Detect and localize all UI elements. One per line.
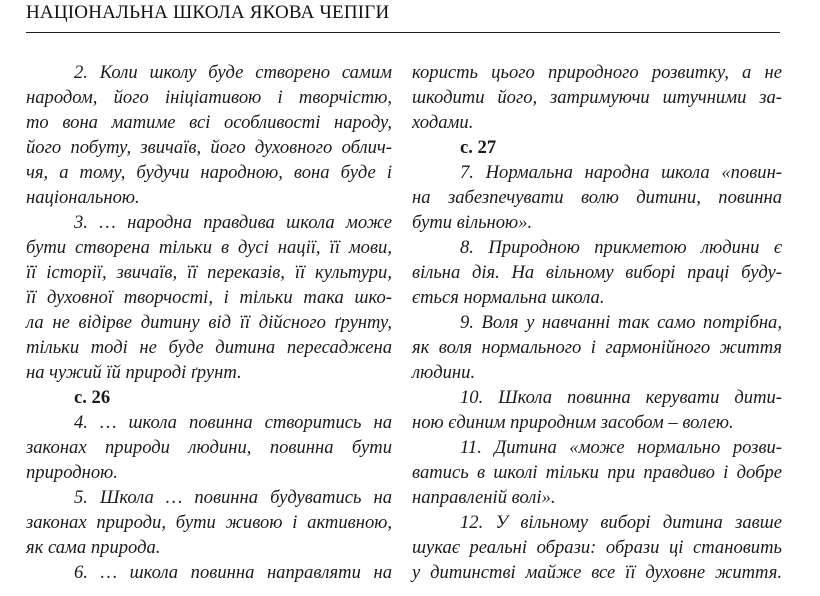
text-line: 3. … народна правдива школа може [74,212,392,233]
text-line: ла не відірве дитину від її дійсного ґрунту, [26,312,392,333]
text-line: національною. [26,187,140,208]
text-line: 5. Школа … повинна будуватись на [74,487,392,508]
paragraph-7 [412,160,782,235]
text-line: народом, його ініціативою і творчістю, [26,87,392,108]
paragraph-5 [26,485,392,560]
text-line: ною єдиним природним засобом – волею. [412,412,734,433]
text-line: ходами. [412,112,474,133]
text-line: бути створена тільки в дусі нації, її мови, [26,237,392,258]
text-line: 9. Воля у навчанні так само потрібна, [460,312,782,333]
paragraph-6-continued [412,60,782,135]
text-line: 11. Дитина «може нормально розви- [460,437,782,458]
text-line: тільки тоді не буде дитина пересаджена [26,337,392,358]
text-line: у дитинстві майже все її духовне життя. [412,562,782,583]
right-column [412,60,782,585]
text-line: 2. Коли школу буде створено самим [74,62,392,83]
text-line: на чужий їй природі ґрунт. [26,362,242,383]
text-line: 7. Нормальна народна школа «повин- [460,162,782,183]
paragraph-12 [412,510,782,585]
text-line: ється нормальна школа. [412,287,605,308]
text-line: користь цього природного розвитку, а не [412,62,782,83]
text-line: бути вільною». [412,212,533,233]
text-line: як воля нормального і гармонійного життя [412,337,782,358]
text-line: 10. Школа повинна керувати дити- [460,387,782,408]
text-line: шукає реальні образи: образи ці становить [412,537,782,558]
running-header: НАЦІОНАЛЬНА ШКОЛА ЯКОВА ЧЕПІГИ [26,2,390,23]
text-line: 6. … школа повинна направляти на [74,562,392,583]
text-line: ватись в школі тільки при правдиво і добре [412,462,782,483]
paragraph-4 [26,410,392,485]
text-line: як сама природа. [26,537,161,558]
text-line: законах природи, бути живою і активною, [26,512,392,533]
text-line: 4. … школа повинна створитись на [74,412,392,433]
text-line: її історії, звичаїв, її переказів, її культури, [26,262,392,283]
text-line: то вона матиме всі особливості народу, [26,112,392,133]
text-line: шкодити його, затримуючи штучними за- [412,87,782,108]
left-column [26,60,392,585]
paragraph-9 [412,310,782,385]
paragraph-3 [26,210,392,385]
text-line: природною. [26,462,118,483]
text-line: його побуту, звичаїв, його духовного облич- [26,137,392,158]
text-line: вільна дія. На вільному виборі праці буду- [412,262,782,283]
text-line: направленій волі». [412,487,556,508]
paragraph-8 [412,235,782,310]
text-line: 8. Природною прикметою людини є [460,237,782,258]
header-rule [26,32,780,33]
text-line: на забезпечувати волю дитини, повинна [412,187,782,208]
page-reference-26: с. 26 [74,387,111,408]
paragraph-6 [26,560,392,585]
page-reference-27: с. 27 [460,137,497,158]
text-line: людини. [412,362,476,383]
paragraph-2 [26,60,392,210]
paragraph-10 [412,385,782,435]
text-line: чя, а тому, будучи народною, вона буде і [26,162,392,183]
text-line: 12. У вільному виборі дитина завше [460,512,782,533]
text-line: законах природи людини, повинна бути [26,437,392,458]
text-line: її духовної творчості, і тільки така шко- [26,287,392,308]
paragraph-11 [412,435,782,510]
